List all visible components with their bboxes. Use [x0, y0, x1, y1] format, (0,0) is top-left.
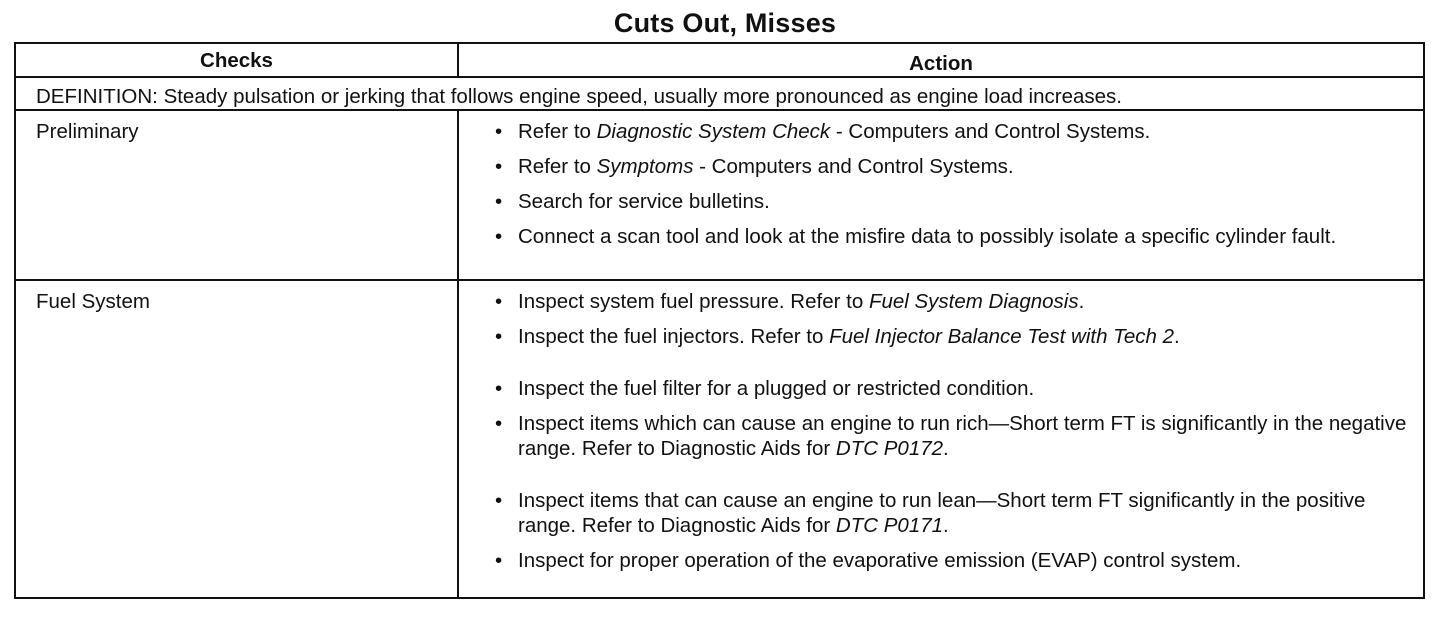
definition-label: DEFINITION:	[36, 85, 158, 108]
bullet-icon: •	[495, 325, 503, 348]
definition-text: Steady pulsation or jerking that follows engine speed, usually more pronounced as engine load increases.	[163, 85, 1122, 108]
list-item: • Inspect system fuel pressure. Refer to Fuel System Diagnosis.	[495, 290, 1085, 313]
bullet-icon: •	[495, 225, 503, 248]
checks-header: Checks	[15, 43, 458, 77]
list-item: • Inspect the fuel injectors. Refer to Fuel Injector Balance Test with Tech 2.	[495, 325, 1180, 348]
list-item: • Inspect items that can cause an engine to run lean—Short term FT significantly in the positive range. Refer to Diagnostic Aids for DTC P0171.	[495, 489, 1366, 537]
action-list	[459, 281, 1423, 573]
bullet-icon: •	[495, 377, 503, 400]
diagnostic-table	[14, 42, 1425, 599]
table-row	[15, 110, 1424, 280]
bullet-icon: •	[495, 549, 503, 572]
list-item: • Inspect items which can cause an engine to run rich—Short term FT is significantly in the negative range. Refer to Diagnostic Aids for DTC P0172.	[495, 412, 1407, 460]
bullet-icon: •	[495, 290, 503, 313]
check-cell: Preliminary	[15, 110, 458, 280]
action-list	[459, 111, 1423, 249]
bullet-icon: •	[495, 489, 503, 512]
list-item: • Refer to Diagnostic System Check - Computers and Control Systems.	[495, 120, 1151, 143]
page-title: Cuts Out, Misses	[613, 8, 837, 38]
list-item: • Inspect for proper operation of the evaporative emission (EVAP) control system.	[495, 549, 1242, 572]
definition-row	[15, 77, 1424, 110]
action-cell	[458, 110, 1424, 280]
check-cell: Fuel System	[15, 280, 458, 598]
action-cell	[458, 280, 1424, 598]
bullet-icon: •	[495, 412, 503, 435]
action-header: Action	[458, 43, 1424, 77]
bullet-icon: •	[495, 120, 503, 143]
list-item: • Refer to Symptoms - Computers and Control Systems.	[495, 155, 1014, 178]
list-item: • Connect a scan tool and look at the misfire data to possibly isolate a specific cylinder fault.	[495, 225, 1337, 248]
definition-cell	[15, 77, 1424, 110]
list-item: • Search for service bulletins.	[495, 190, 770, 213]
table-row	[15, 280, 1424, 598]
bullet-icon: •	[495, 190, 503, 213]
list-item: • Inspect the fuel filter for a plugged or restricted condition.	[495, 377, 1035, 400]
bullet-icon: •	[495, 155, 503, 178]
header-row	[15, 43, 1424, 77]
